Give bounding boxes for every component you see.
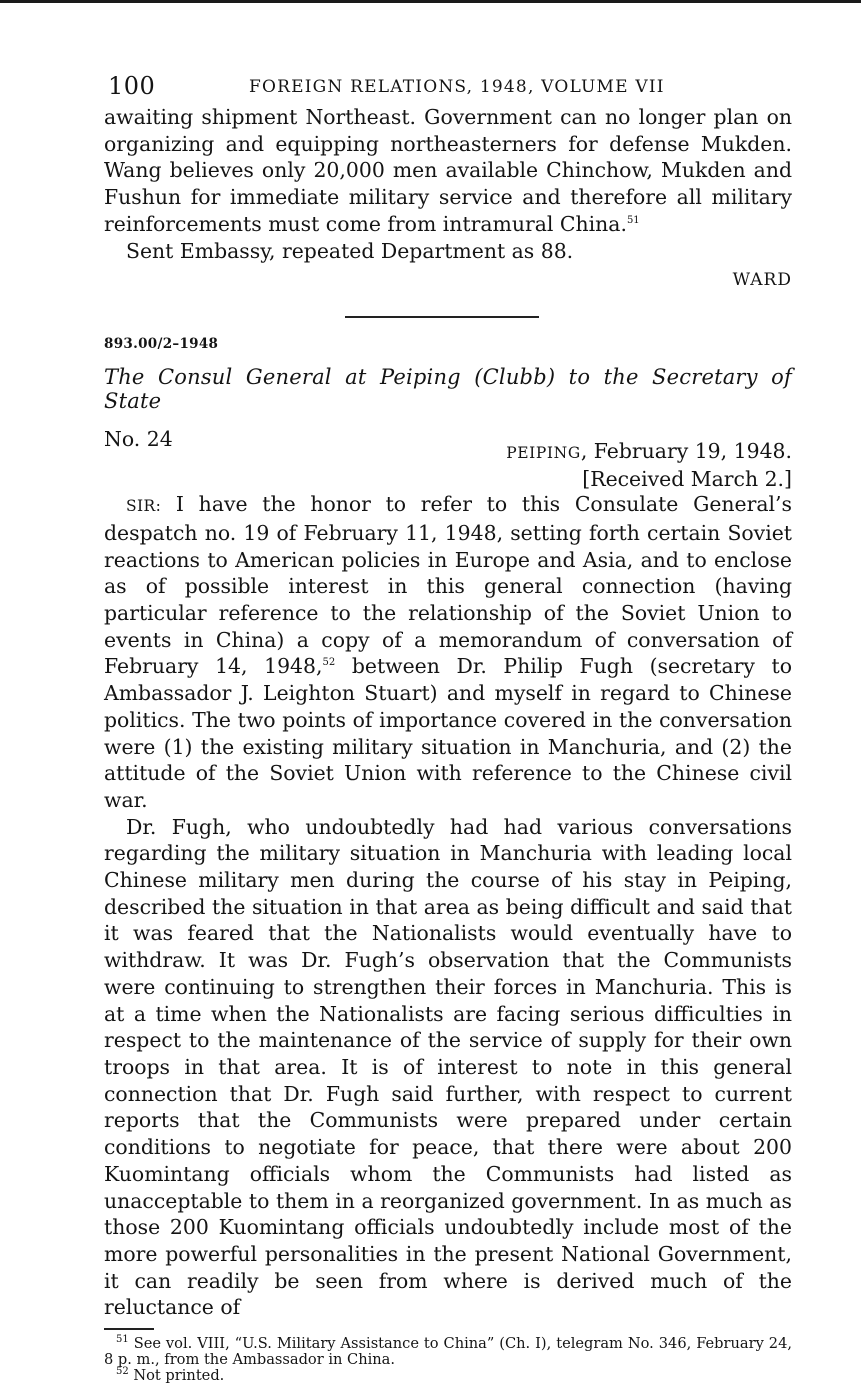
closing-line: Sent Embassy, repeated Department as 88. xyxy=(126,238,574,263)
footnote-ref-52: 52 xyxy=(322,657,336,669)
footnote-text: Not printed. xyxy=(128,1367,225,1384)
book-page xyxy=(104,62,792,1384)
signature: WARD xyxy=(732,270,792,291)
letter-body xyxy=(104,491,792,1321)
paragraph-1-text-b: between Dr. Philip Fugh (secretary to Ambassador J. Leighton Stuart) and myself in regard to Chinese politics. The two points of importance covered in the conversation were (1) the existing military situation in Manchuria, and (2) the attitude of the Soviet Union with reference to the Chinese civil war. xyxy=(104,654,792,812)
place-date xyxy=(506,438,792,466)
paragraph-1 xyxy=(104,491,792,813)
salutation: SIR: xyxy=(126,497,162,516)
footnote-52 xyxy=(104,1368,792,1384)
document-number: No. 24 xyxy=(104,427,173,452)
paragraph-1-text-a: I have the honor to refer to this Consulate General’s despatch no. 19 of February 11, 1948, setting forth certain Soviet reactions to American policies in Europe and Asia, and to enclose as of possible interest in this general connection (having particular reference to the relationship of the Soviet Union to events in China) a copy of a memorandum of conversation of February 14, 1948, xyxy=(104,492,792,679)
running-head: FOREIGN RELATIONS, 1948, VOLUME VII xyxy=(249,77,665,97)
footnote-51 xyxy=(104,1336,792,1368)
footnote-marker: 52 xyxy=(116,1366,129,1378)
file-number: 893.00/2–1948 xyxy=(104,336,219,353)
document-date: , February 19, 1948. xyxy=(580,439,792,464)
dateline xyxy=(506,438,792,492)
page-header xyxy=(104,62,792,102)
continuation-paragraph xyxy=(104,104,792,238)
section-divider xyxy=(345,316,539,318)
received-date: [Received March 2.] xyxy=(582,467,792,492)
page-number: 100 xyxy=(108,72,156,100)
footnote-rule xyxy=(104,1328,154,1330)
footnotes xyxy=(104,1336,792,1384)
place-name: PEIPING xyxy=(506,444,581,463)
document-title: The Consul General at Peiping (Clubb) to the Secretary of State xyxy=(104,365,792,414)
continuation-text: awaiting shipment Northeast. Government can no longer plan on organizing and equipping northeasterners for defense Mukden. Wang believes only 20,000 men available Chinchow, Mukden and Fushun for immediate military service and therefore all military reinforcements must come from intramural China. xyxy=(104,105,792,236)
footnote-marker: 51 xyxy=(116,1334,129,1346)
footnote-ref-51: 51 xyxy=(626,215,640,227)
top-border-line xyxy=(0,0,861,3)
continuation-block xyxy=(104,104,792,264)
footnote-text: See vol. VIII, “U.S. Military Assistance to China” (Ch. I), telegram No. 346, February 24, 8 p. m., from the Ambassador in China. xyxy=(104,1335,792,1369)
document-meta xyxy=(104,427,792,491)
paragraph-2: Dr. Fugh, who undoubtedly had had various conversations regarding the military situation in Manchuria with leading local Chinese military men during the course of his stay in Peiping, described the situation in that area as being difficult and said that it was feared that the Nationalists would eventually have to withdraw. It was Dr. Fugh’s observation that the Communists were continuing to strengthen their forces in Manchuria. This is at a time when the Nationalists are facing serious difficulties in respect to the maintenance of the service of supply for their own troops in that area. It is of interest to note in this general connection that Dr. Fugh said further, with respect to current reports that the Communists were prepared under certain conditions to negotiate for peace, that there were about 200 Kuomintang officials whom the Communists had listed as unacceptable to them in a reorganized government. In as much as those 200 Kuomintang officials undoubtedly include most of the more powerful personalities in the present National Government, it can readily be seen from where is derived much of the reluctance of xyxy=(104,814,792,1320)
